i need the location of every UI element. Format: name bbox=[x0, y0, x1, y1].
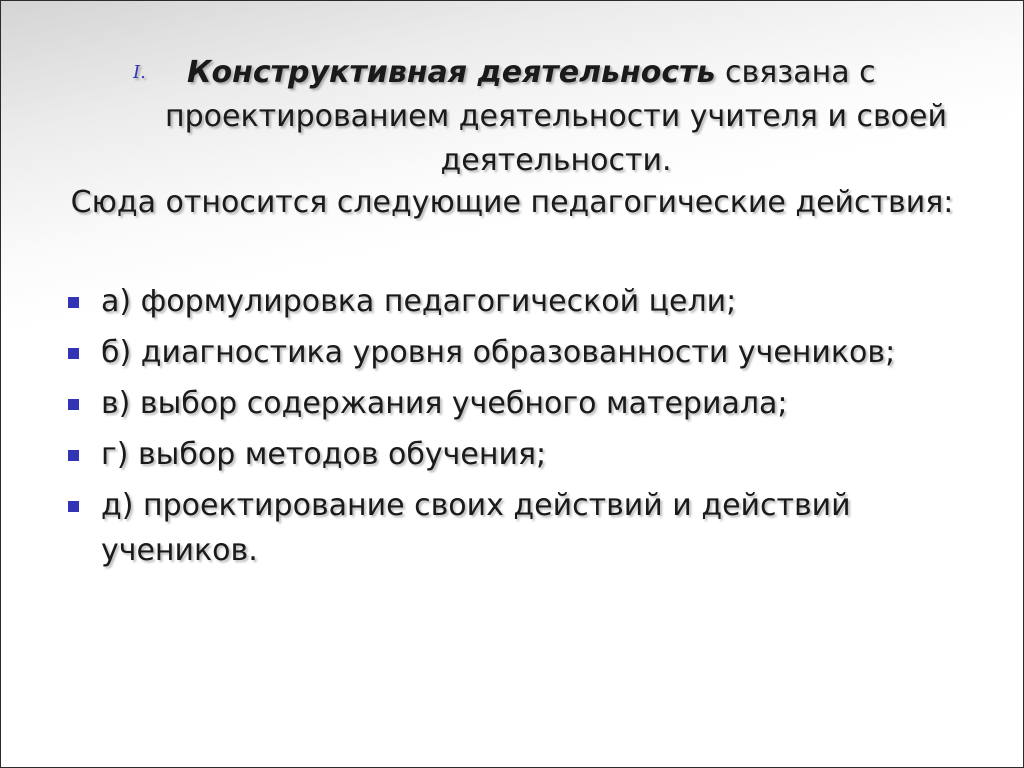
square-bullet-icon bbox=[68, 348, 79, 359]
heading-term: Конструктивная деятельность bbox=[187, 55, 716, 90]
heading-text-line1: связана с bbox=[715, 55, 876, 90]
list-item bbox=[63, 279, 963, 324]
list-item-text: а) формулировка педагогической цели; bbox=[101, 284, 737, 319]
heading bbox=[121, 51, 961, 183]
list-item-text: г) выбор методов обучения; bbox=[101, 437, 547, 472]
list-item bbox=[63, 483, 963, 573]
square-bullet-icon bbox=[68, 450, 79, 461]
list-item-text: д) проектирование своих действий и действий учеников. bbox=[101, 488, 851, 568]
list-item bbox=[63, 381, 963, 426]
list-item-text: б) диагностика уровня образованности учеников; bbox=[101, 335, 896, 370]
square-bullet-icon bbox=[68, 297, 79, 308]
action-list bbox=[63, 279, 963, 579]
list-item bbox=[63, 330, 963, 375]
heading-first-line bbox=[121, 51, 961, 95]
list-item-text: в) выбор содержания учебного материала; bbox=[101, 386, 788, 421]
list-item bbox=[63, 432, 963, 477]
roman-numeral: I. bbox=[133, 62, 146, 83]
intro-text: Сюда относится следующие педагогические действия: bbox=[70, 185, 954, 220]
square-bullet-icon bbox=[68, 399, 79, 410]
heading-text-continuation: проектированием деятельности учителя и своей деятельности. bbox=[165, 99, 947, 178]
square-bullet-icon bbox=[68, 501, 79, 512]
